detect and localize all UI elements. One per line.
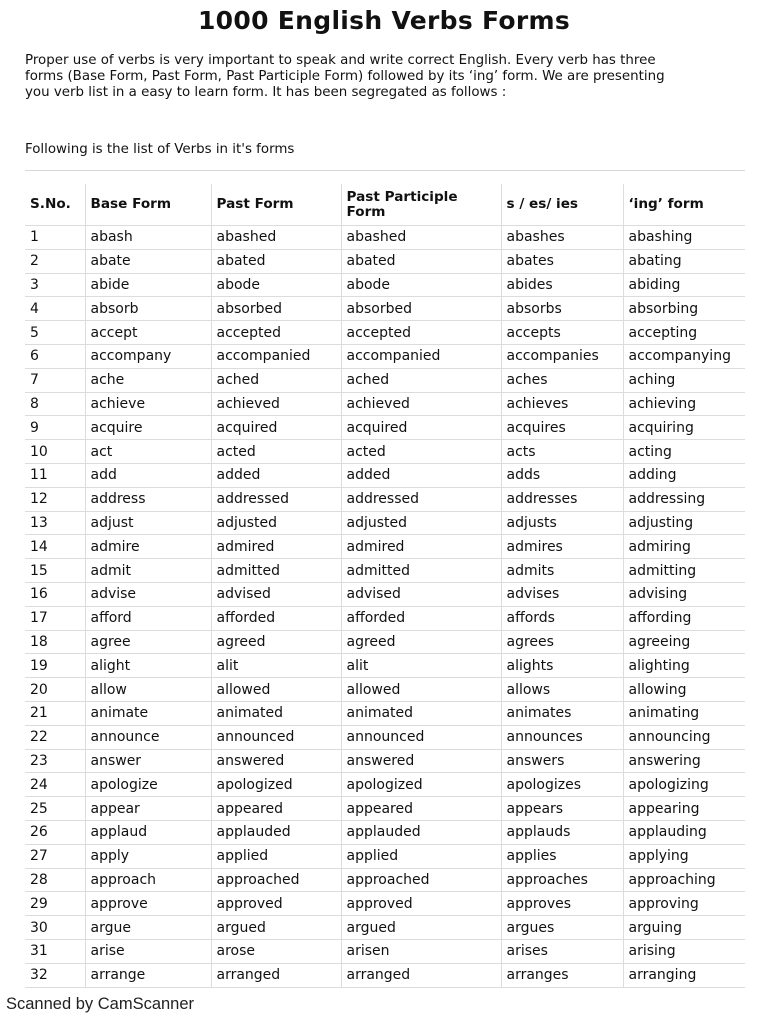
cell-past-participle: advised (341, 582, 501, 606)
cell-past-form: approached (211, 868, 341, 892)
cell-past-form: answered (211, 749, 341, 773)
cell-past-participle: apologized (341, 773, 501, 797)
cell-base-form: apply (85, 844, 211, 868)
cell-s-es-ies: answers (501, 749, 623, 773)
cell-base-form: address (85, 487, 211, 511)
cell-s-es-ies: apologizes (501, 773, 623, 797)
cell-ing-form: acquiring (623, 416, 745, 440)
cell-sno: 3 (25, 273, 85, 297)
list-subheading: Following is the list of Verbs in it's forms (25, 142, 295, 157)
cell-past-participle: accompanied (341, 344, 501, 368)
cell-sno: 15 (25, 559, 85, 583)
table-row (25, 773, 745, 797)
cell-base-form: abate (85, 249, 211, 273)
cell-base-form: act (85, 440, 211, 464)
cell-ing-form: animating (623, 701, 745, 725)
cell-past-participle: appeared (341, 797, 501, 821)
cell-past-participle: addressed (341, 487, 501, 511)
cell-base-form: acquire (85, 416, 211, 440)
header-s-es-ies: s / es/ ies (501, 184, 623, 226)
cell-past-participle: ached (341, 368, 501, 392)
cell-past-participle: abode (341, 273, 501, 297)
cell-s-es-ies: abashes (501, 226, 623, 250)
header-ing-form: ‘ing’ form (623, 184, 745, 226)
cell-past-participle: answered (341, 749, 501, 773)
header-past-participle: Past Participle Form (341, 184, 501, 226)
cell-base-form: afford (85, 606, 211, 630)
cell-sno: 31 (25, 939, 85, 963)
table-row (25, 820, 745, 844)
table-row (25, 606, 745, 630)
cell-past-participle: admitted (341, 559, 501, 583)
cell-past-form: apologized (211, 773, 341, 797)
cell-ing-form: announcing (623, 725, 745, 749)
table-row (25, 416, 745, 440)
cell-ing-form: abashing (623, 226, 745, 250)
cell-base-form: agree (85, 630, 211, 654)
cell-past-form: animated (211, 701, 341, 725)
cell-base-form: achieve (85, 392, 211, 416)
cell-past-participle: absorbed (341, 297, 501, 321)
cell-base-form: argue (85, 916, 211, 940)
cell-base-form: abash (85, 226, 211, 250)
cell-past-participle: afforded (341, 606, 501, 630)
table-row (25, 725, 745, 749)
cell-past-participle: abashed (341, 226, 501, 250)
cell-past-form: announced (211, 725, 341, 749)
table-row (25, 535, 745, 559)
cell-base-form: allow (85, 678, 211, 702)
cell-ing-form: advising (623, 582, 745, 606)
cell-past-participle: alit (341, 654, 501, 678)
cell-base-form: arise (85, 939, 211, 963)
cell-base-form: add (85, 463, 211, 487)
cell-past-participle: admired (341, 535, 501, 559)
cell-ing-form: aching (623, 368, 745, 392)
table-body (25, 226, 745, 988)
cell-s-es-ies: absorbs (501, 297, 623, 321)
table-row (25, 678, 745, 702)
cell-base-form: approach (85, 868, 211, 892)
cell-base-form: answer (85, 749, 211, 773)
cell-s-es-ies: animates (501, 701, 623, 725)
table-row (25, 797, 745, 821)
cell-base-form: animate (85, 701, 211, 725)
cell-ing-form: addressing (623, 487, 745, 511)
cell-s-es-ies: agrees (501, 630, 623, 654)
cell-past-form: accepted (211, 321, 341, 345)
cell-past-participle: approached (341, 868, 501, 892)
cell-base-form: arrange (85, 963, 211, 987)
cell-ing-form: abiding (623, 273, 745, 297)
cell-past-form: admitted (211, 559, 341, 583)
cell-base-form: apologize (85, 773, 211, 797)
table-row (25, 392, 745, 416)
cell-s-es-ies: approaches (501, 868, 623, 892)
cell-sno: 12 (25, 487, 85, 511)
table-row (25, 321, 745, 345)
cell-ing-form: appearing (623, 797, 745, 821)
cell-past-participle: applauded (341, 820, 501, 844)
table-row (25, 939, 745, 963)
cell-sno: 9 (25, 416, 85, 440)
table-row (25, 892, 745, 916)
table-row (25, 297, 745, 321)
cell-past-form: ached (211, 368, 341, 392)
cell-sno: 30 (25, 916, 85, 940)
cell-past-form: abashed (211, 226, 341, 250)
cell-ing-form: answering (623, 749, 745, 773)
cell-past-form: advised (211, 582, 341, 606)
cell-past-form: added (211, 463, 341, 487)
cell-sno: 10 (25, 440, 85, 464)
cell-ing-form: applauding (623, 820, 745, 844)
table-row (25, 559, 745, 583)
cell-ing-form: adding (623, 463, 745, 487)
page-title: 1000 English Verbs Forms (197, 6, 571, 35)
cell-s-es-ies: adds (501, 463, 623, 487)
cell-ing-form: arguing (623, 916, 745, 940)
cell-s-es-ies: abides (501, 273, 623, 297)
cell-past-form: addressed (211, 487, 341, 511)
cell-past-participle: announced (341, 725, 501, 749)
cell-past-form: adjusted (211, 511, 341, 535)
cell-past-form: agreed (211, 630, 341, 654)
cell-ing-form: affording (623, 606, 745, 630)
cell-sno: 13 (25, 511, 85, 535)
cell-s-es-ies: achieves (501, 392, 623, 416)
cell-ing-form: admiring (623, 535, 745, 559)
cell-ing-form: alighting (623, 654, 745, 678)
cell-sno: 22 (25, 725, 85, 749)
table-row (25, 701, 745, 725)
cell-past-participle: argued (341, 916, 501, 940)
cell-s-es-ies: allows (501, 678, 623, 702)
cell-sno: 14 (25, 535, 85, 559)
cell-sno: 19 (25, 654, 85, 678)
cell-past-form: afforded (211, 606, 341, 630)
cell-past-form: achieved (211, 392, 341, 416)
cell-past-form: admired (211, 535, 341, 559)
cell-past-form: acted (211, 440, 341, 464)
table-row (25, 368, 745, 392)
table-row (25, 654, 745, 678)
cell-s-es-ies: acts (501, 440, 623, 464)
table-row (25, 582, 745, 606)
cell-base-form: appear (85, 797, 211, 821)
table-row (25, 844, 745, 868)
cell-base-form: announce (85, 725, 211, 749)
cell-sno: 6 (25, 344, 85, 368)
cell-sno: 2 (25, 249, 85, 273)
cell-ing-form: accompanying (623, 344, 745, 368)
table-row (25, 868, 745, 892)
cell-ing-form: absorbing (623, 297, 745, 321)
cell-ing-form: admitting (623, 559, 745, 583)
cell-past-participle: arisen (341, 939, 501, 963)
cell-past-participle: adjusted (341, 511, 501, 535)
cell-past-participle: approved (341, 892, 501, 916)
cell-ing-form: adjusting (623, 511, 745, 535)
cell-base-form: advise (85, 582, 211, 606)
cell-past-participle: acted (341, 440, 501, 464)
cell-ing-form: arising (623, 939, 745, 963)
cell-past-form: argued (211, 916, 341, 940)
intro-paragraph: Proper use of verbs is very important to speak and write correct English. Every verb has three forms (Base Form, Past Form, Past Participle Form) followed by its ‘ing’ form. We are presenting you verb list in a easy to learn form. It has been segregated as follows : (25, 53, 665, 100)
cell-s-es-ies: advises (501, 582, 623, 606)
cell-sno: 11 (25, 463, 85, 487)
cell-past-form: arranged (211, 963, 341, 987)
cell-s-es-ies: arranges (501, 963, 623, 987)
cell-base-form: absorb (85, 297, 211, 321)
table-row (25, 344, 745, 368)
cell-past-participle: agreed (341, 630, 501, 654)
cell-ing-form: abating (623, 249, 745, 273)
cell-past-form: applied (211, 844, 341, 868)
cell-s-es-ies: announces (501, 725, 623, 749)
cell-s-es-ies: adjusts (501, 511, 623, 535)
cell-sno: 29 (25, 892, 85, 916)
cell-sno: 28 (25, 868, 85, 892)
cell-s-es-ies: accepts (501, 321, 623, 345)
cell-s-es-ies: argues (501, 916, 623, 940)
cell-sno: 18 (25, 630, 85, 654)
cell-sno: 17 (25, 606, 85, 630)
cell-base-form: adjust (85, 511, 211, 535)
table-row (25, 487, 745, 511)
table-row (25, 916, 745, 940)
table-header-row (25, 184, 745, 226)
cell-sno: 1 (25, 226, 85, 250)
cell-past-form: acquired (211, 416, 341, 440)
cell-ing-form: applying (623, 844, 745, 868)
cell-sno: 16 (25, 582, 85, 606)
cell-past-participle: accepted (341, 321, 501, 345)
table-row (25, 630, 745, 654)
cell-past-participle: abated (341, 249, 501, 273)
cell-ing-form: acting (623, 440, 745, 464)
cell-base-form: applaud (85, 820, 211, 844)
table-row (25, 249, 745, 273)
cell-base-form: accompany (85, 344, 211, 368)
cell-s-es-ies: accompanies (501, 344, 623, 368)
cell-past-participle: animated (341, 701, 501, 725)
cell-s-es-ies: applies (501, 844, 623, 868)
cell-past-form: alit (211, 654, 341, 678)
cell-ing-form: agreeing (623, 630, 745, 654)
table-row (25, 463, 745, 487)
cell-base-form: abide (85, 273, 211, 297)
cell-sno: 24 (25, 773, 85, 797)
cell-past-participle: applied (341, 844, 501, 868)
cell-past-form: arose (211, 939, 341, 963)
cell-s-es-ies: aches (501, 368, 623, 392)
cell-past-form: abated (211, 249, 341, 273)
table-top-divider (25, 170, 745, 171)
table-row (25, 511, 745, 535)
cell-base-form: alight (85, 654, 211, 678)
cell-sno: 8 (25, 392, 85, 416)
cell-sno: 27 (25, 844, 85, 868)
cell-past-participle: allowed (341, 678, 501, 702)
cell-ing-form: achieving (623, 392, 745, 416)
cell-base-form: ache (85, 368, 211, 392)
cell-past-participle: added (341, 463, 501, 487)
verb-forms-table (25, 184, 745, 988)
cell-sno: 20 (25, 678, 85, 702)
cell-s-es-ies: abates (501, 249, 623, 273)
cell-ing-form: apologizing (623, 773, 745, 797)
cell-past-form: allowed (211, 678, 341, 702)
cell-ing-form: approving (623, 892, 745, 916)
cell-ing-form: arranging (623, 963, 745, 987)
cell-base-form: admire (85, 535, 211, 559)
cell-ing-form: allowing (623, 678, 745, 702)
cell-past-form: absorbed (211, 297, 341, 321)
scanner-watermark: Scanned by CamScanner (6, 995, 195, 1013)
cell-sno: 25 (25, 797, 85, 821)
cell-s-es-ies: approves (501, 892, 623, 916)
cell-past-form: accompanied (211, 344, 341, 368)
cell-sno: 26 (25, 820, 85, 844)
table-row (25, 963, 745, 987)
cell-s-es-ies: admits (501, 559, 623, 583)
table-row (25, 226, 745, 250)
cell-s-es-ies: affords (501, 606, 623, 630)
cell-past-form: abode (211, 273, 341, 297)
header-sno: S.No. (25, 184, 85, 226)
cell-ing-form: approaching (623, 868, 745, 892)
cell-ing-form: accepting (623, 321, 745, 345)
cell-past-participle: acquired (341, 416, 501, 440)
cell-past-participle: arranged (341, 963, 501, 987)
cell-sno: 7 (25, 368, 85, 392)
cell-past-form: approved (211, 892, 341, 916)
header-past-form: Past Form (211, 184, 341, 226)
cell-s-es-ies: admires (501, 535, 623, 559)
cell-past-form: applauded (211, 820, 341, 844)
cell-base-form: approve (85, 892, 211, 916)
cell-sno: 32 (25, 963, 85, 987)
cell-s-es-ies: alights (501, 654, 623, 678)
cell-s-es-ies: applauds (501, 820, 623, 844)
table-row (25, 440, 745, 464)
cell-base-form: accept (85, 321, 211, 345)
cell-sno: 5 (25, 321, 85, 345)
cell-s-es-ies: appears (501, 797, 623, 821)
cell-sno: 4 (25, 297, 85, 321)
cell-base-form: admit (85, 559, 211, 583)
header-base-form: Base Form (85, 184, 211, 226)
cell-s-es-ies: arises (501, 939, 623, 963)
table-row (25, 749, 745, 773)
cell-sno: 21 (25, 701, 85, 725)
cell-s-es-ies: addresses (501, 487, 623, 511)
table-row (25, 273, 745, 297)
cell-sno: 23 (25, 749, 85, 773)
cell-s-es-ies: acquires (501, 416, 623, 440)
cell-past-participle: achieved (341, 392, 501, 416)
cell-past-form: appeared (211, 797, 341, 821)
